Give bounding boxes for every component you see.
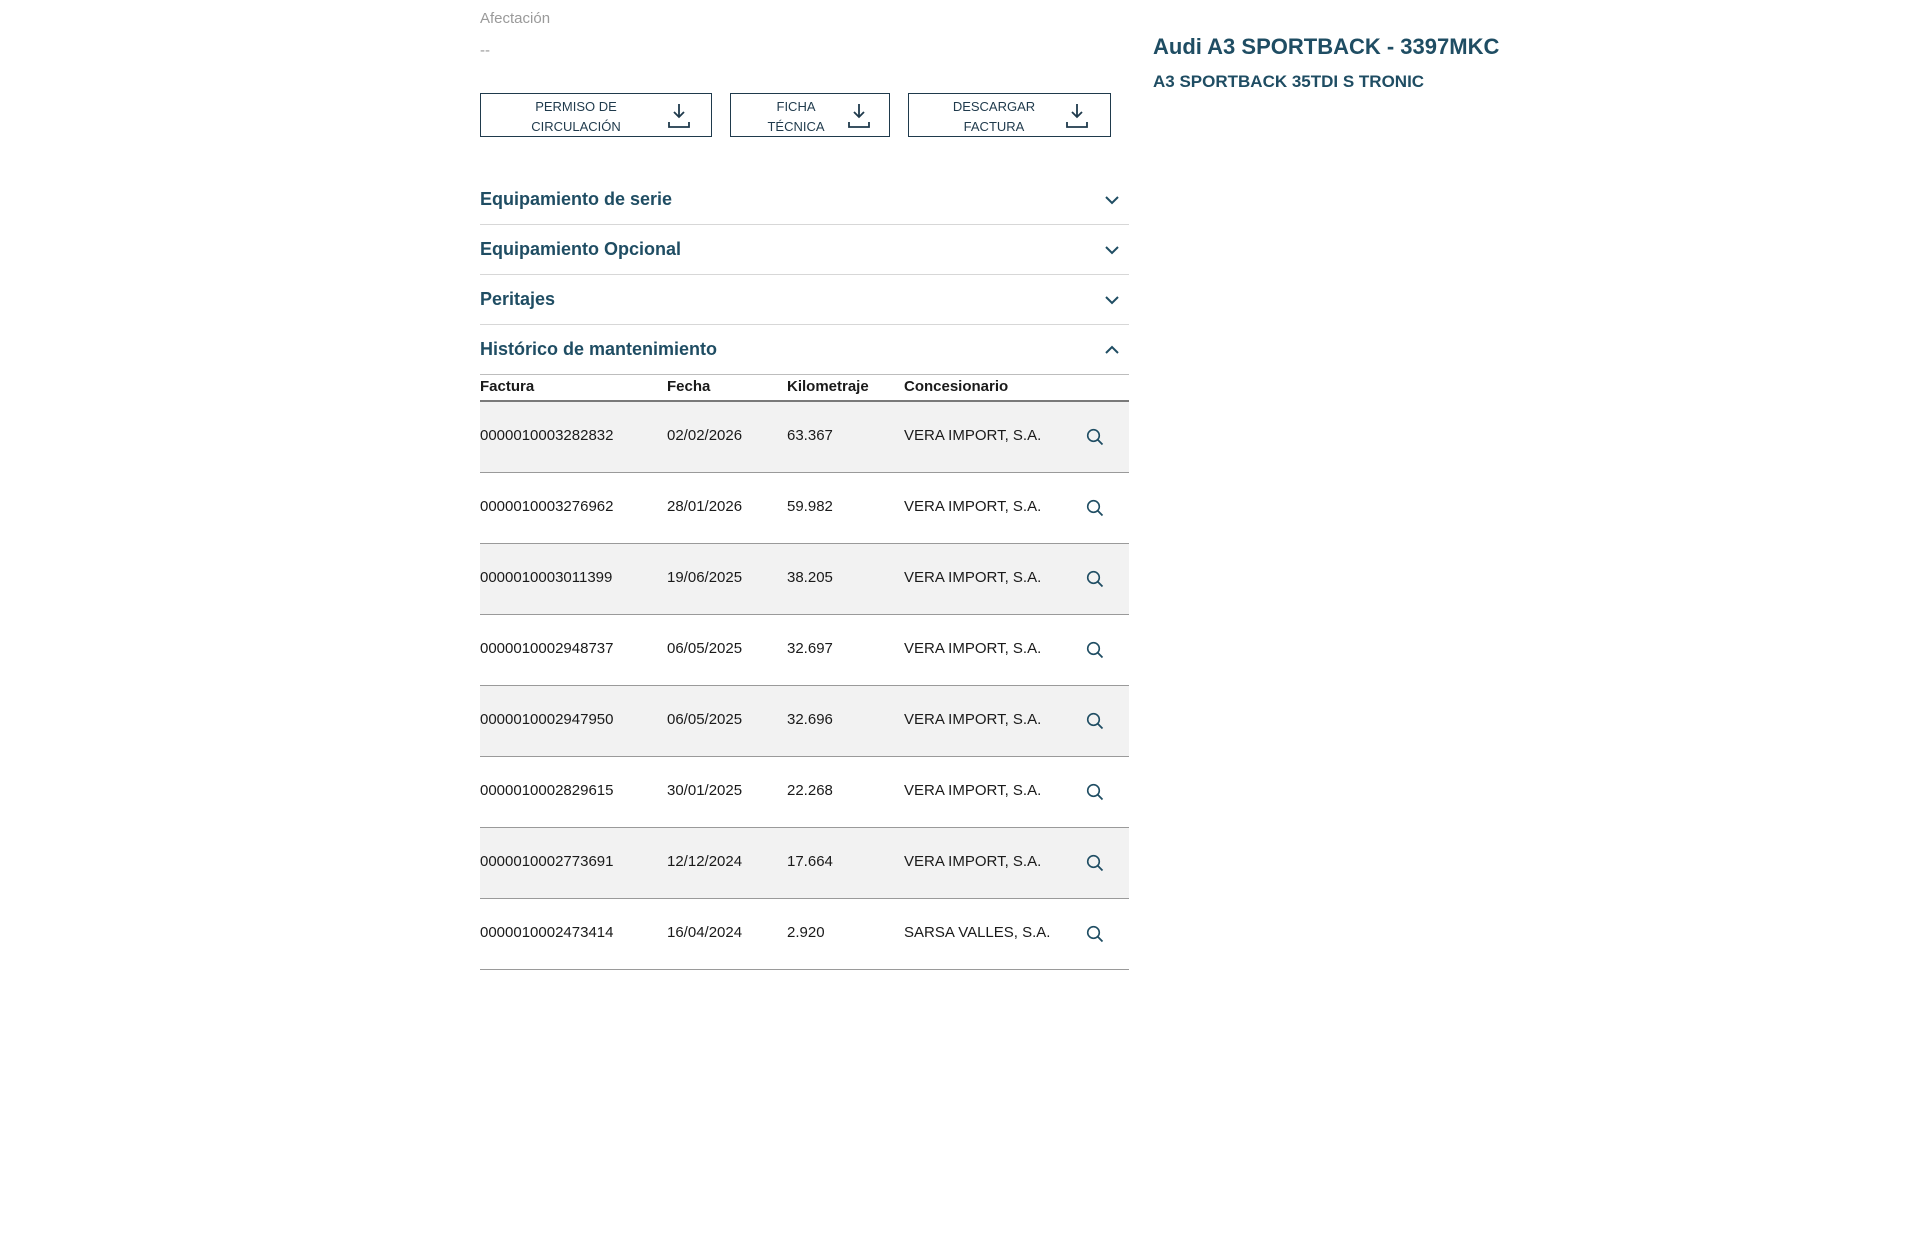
cell-fecha: 16/04/2024 [667,924,743,941]
chevron-up-icon [1103,341,1121,359]
cell-factura: 0000010003011399 [480,569,613,586]
download-icon [847,103,871,129]
afectacion-label: Afectación [480,10,551,27]
search-icon[interactable] [1085,427,1105,447]
search-icon[interactable] [1085,569,1105,589]
cell-concesionario: VERA IMPORT, S.A. [904,569,1042,586]
vehicle-title: Audi A3 SPORTBACK - 3397MKC [1153,34,1500,59]
cell-kilometraje: 22.268 [787,782,833,799]
download-icon [1065,103,1089,129]
cell-fecha: 06/05/2025 [667,711,743,728]
cell-concesionario: VERA IMPORT, S.A. [904,711,1042,728]
afectacion-value: -- [480,42,490,59]
accordion-title: Equipamiento Opcional [480,239,682,259]
column-header-kilometraje: Kilometraje [787,378,869,395]
cell-concesionario: VERA IMPORT, S.A. [904,782,1042,799]
search-icon[interactable] [1085,498,1105,518]
chevron-down-icon [1103,291,1121,309]
vehicle-subtitle: A3 SPORTBACK 35TDI S TRONIC [1153,72,1425,91]
download-icon [667,103,691,129]
cell-concesionario: VERA IMPORT, S.A. [904,853,1042,870]
cell-factura: 0000010002947950 [480,711,614,728]
cell-factura: 0000010002473414 [480,924,614,941]
permiso-circulacion-label: PERMISO DE CIRCULACIÓN [531,99,621,134]
cell-factura: 0000010002829615 [480,782,614,799]
ficha-tecnica-button[interactable] [730,93,890,137]
accordion-historico-mantenimiento[interactable] [480,325,1129,375]
table-row [480,615,1129,686]
cell-kilometraje: 63.367 [787,427,833,444]
descargar-factura-button[interactable] [908,93,1111,137]
chevron-down-icon [1103,241,1121,259]
cell-fecha: 19/06/2025 [667,569,743,586]
permiso-circulacion-button[interactable] [480,93,712,137]
cell-fecha: 12/12/2024 [667,853,743,870]
document-buttons [480,93,1129,139]
accordion-title: Peritajes [480,289,556,309]
cell-kilometraje: 17.664 [787,853,833,870]
cell-kilometraje: 32.696 [787,711,833,728]
cell-concesionario: VERA IMPORT, S.A. [904,498,1042,515]
table-row [480,757,1129,828]
cell-fecha: 06/05/2025 [667,640,743,657]
accordion-equipamiento-serie[interactable] [480,175,1129,225]
search-icon[interactable] [1085,782,1105,802]
column-header-fecha: Fecha [667,378,711,395]
table-header [480,375,1129,402]
chevron-down-icon [1103,191,1121,209]
table-row [480,899,1129,970]
accordion-equipamiento-opcional[interactable] [480,225,1129,275]
cell-fecha: 02/02/2026 [667,427,743,444]
table-row [480,686,1129,757]
cell-factura: 0000010003282832 [480,427,614,444]
cell-kilometraje: 59.982 [787,498,833,515]
accordion-title: Equipamiento de serie [480,189,673,209]
cell-fecha: 28/01/2026 [667,498,743,515]
column-header-factura: Factura [480,378,535,395]
cell-concesionario: VERA IMPORT, S.A. [904,427,1042,444]
search-icon[interactable] [1085,711,1105,731]
cell-kilometraje: 32.697 [787,640,833,657]
table-row [480,544,1129,615]
table-row [480,828,1129,899]
descargar-factura-label: DESCARGAR FACTURA [952,99,1036,134]
cell-factura: 0000010003276962 [480,498,614,515]
cell-factura: 0000010002948737 [480,640,614,657]
cell-concesionario: VERA IMPORT, S.A. [904,640,1042,657]
table-body [480,402,1129,970]
table-row [480,402,1129,473]
cell-kilometraje: 2.920 [787,924,825,941]
cell-kilometraje: 38.205 [787,569,833,586]
ficha-tecnica-label: FICHA TÉCNICA [767,99,825,134]
accordion-title: Histórico de mantenimiento [480,339,718,359]
cell-fecha: 30/01/2025 [667,782,743,799]
maintenance-table [480,375,1129,970]
equipment-accordion [480,175,1129,375]
accordion-peritajes[interactable] [480,275,1129,325]
cell-concesionario: SARSA VALLES, S.A. [904,924,1051,941]
column-header-concesionario: Concesionario [904,378,1009,395]
search-icon[interactable] [1085,640,1105,660]
cell-factura: 0000010002773691 [480,853,614,870]
search-icon[interactable] [1085,924,1105,944]
table-row [480,473,1129,544]
search-icon[interactable] [1085,853,1105,873]
